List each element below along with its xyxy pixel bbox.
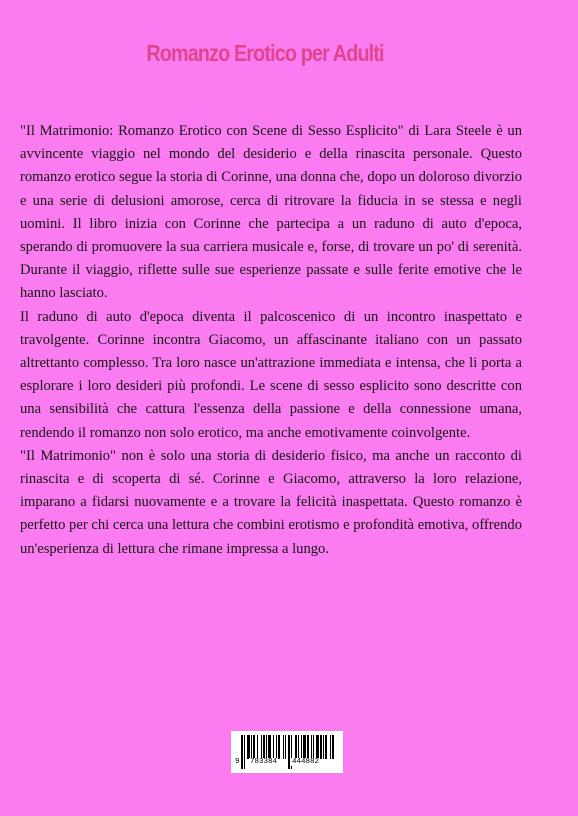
barcode-digits — [231, 758, 343, 771]
barcode-bar — [278, 735, 280, 759]
barcode-bar — [323, 735, 324, 759]
isbn-barcode — [231, 731, 343, 773]
barcode-right-digits: 444882 — [292, 758, 320, 766]
barcode-bar — [316, 735, 319, 759]
barcode-bar — [251, 735, 252, 759]
barcode-bar — [273, 735, 274, 759]
barcode-bar — [266, 735, 267, 759]
barcode-bar — [283, 735, 284, 759]
barcode-bar — [263, 735, 265, 759]
barcode-bar — [261, 735, 262, 759]
barcode-bar — [257, 735, 258, 759]
barcode-bar — [307, 735, 309, 759]
barcode-bar — [330, 735, 331, 759]
barcode-bar — [268, 735, 271, 759]
cover-heading: Romanzo Erotico per Adulti — [146, 40, 384, 66]
barcode-bar — [303, 735, 306, 759]
barcode-left-digits: 783384 — [250, 758, 278, 766]
barcode-bar — [332, 735, 334, 759]
barcode-bar — [325, 735, 327, 759]
barcode-lead-digit: 9 — [235, 758, 240, 766]
barcode-bar — [313, 735, 314, 759]
barcode-bar — [295, 735, 297, 759]
description-paragraph-1: "Il Matrimonio: Romanzo Erotico con Scene di Sesso Esplicito" di Lara Steele è un avvincente viaggio nel mondo del desiderio e della rinascita personale. Questo romanzo erotico segue la storia di Corinne, una donna che, dopo un doloroso divorzio e una serie di delusioni amorose, cerca di ritrovare la fiducia in se stessa e negli uomini. Il libro inizia con Corinne che partecipa a un raduno di auto d'epoca, sperando di promuovere la sua carriera musicale e, forse, di trovare un po' di serenità. Durante il viaggio, riflette sulle sue esperienze passate e sulle ferite emotive che le hanno lasciato. — [20, 123, 522, 302]
barcode-bar — [311, 735, 312, 759]
barcode-bar — [276, 735, 277, 759]
barcode-bar — [253, 735, 255, 759]
book-description — [20, 120, 522, 561]
barcode-bar — [320, 735, 322, 759]
barcode-bar — [247, 735, 250, 759]
description-paragraph-2: Il raduno di auto d'epoca diventa il palcoscenico di un incontro inaspettato e travolgente. Corinne incontra Giacomo, un affascinante italiano con un passato altrettanto complesso. Tra loro nasce un'attrazione immediata e intensa, che li porta a esplorare i loro desideri più profondi. Le scene di sesso esplicito sono descritte con una sensibilità che cattura l'essenza della passione e della connessione umana, rendendo il romanzo non solo erotico, ma anche emotivamente coinvolgente. — [20, 308, 522, 441]
barcode-bar — [301, 735, 302, 759]
description-paragraph-3: "Il Matrimonio" non è solo una storia di desiderio fisico, ma anche un racconto di rinascita e di scoperta di sé. Corinne e Giacomo, attraverso la loro relazione, imparano a fidarsi nuovamente e a trovare la felicità inaspettata. Questo romanzo è perfetto per chi cerca una lettura che combini erotismo e profondità emotiva, offrendo un'esperienza di lettura che rimane impressa a lungo. — [20, 447, 522, 557]
barcode-bar — [285, 735, 286, 759]
barcode-bar — [298, 735, 299, 759]
